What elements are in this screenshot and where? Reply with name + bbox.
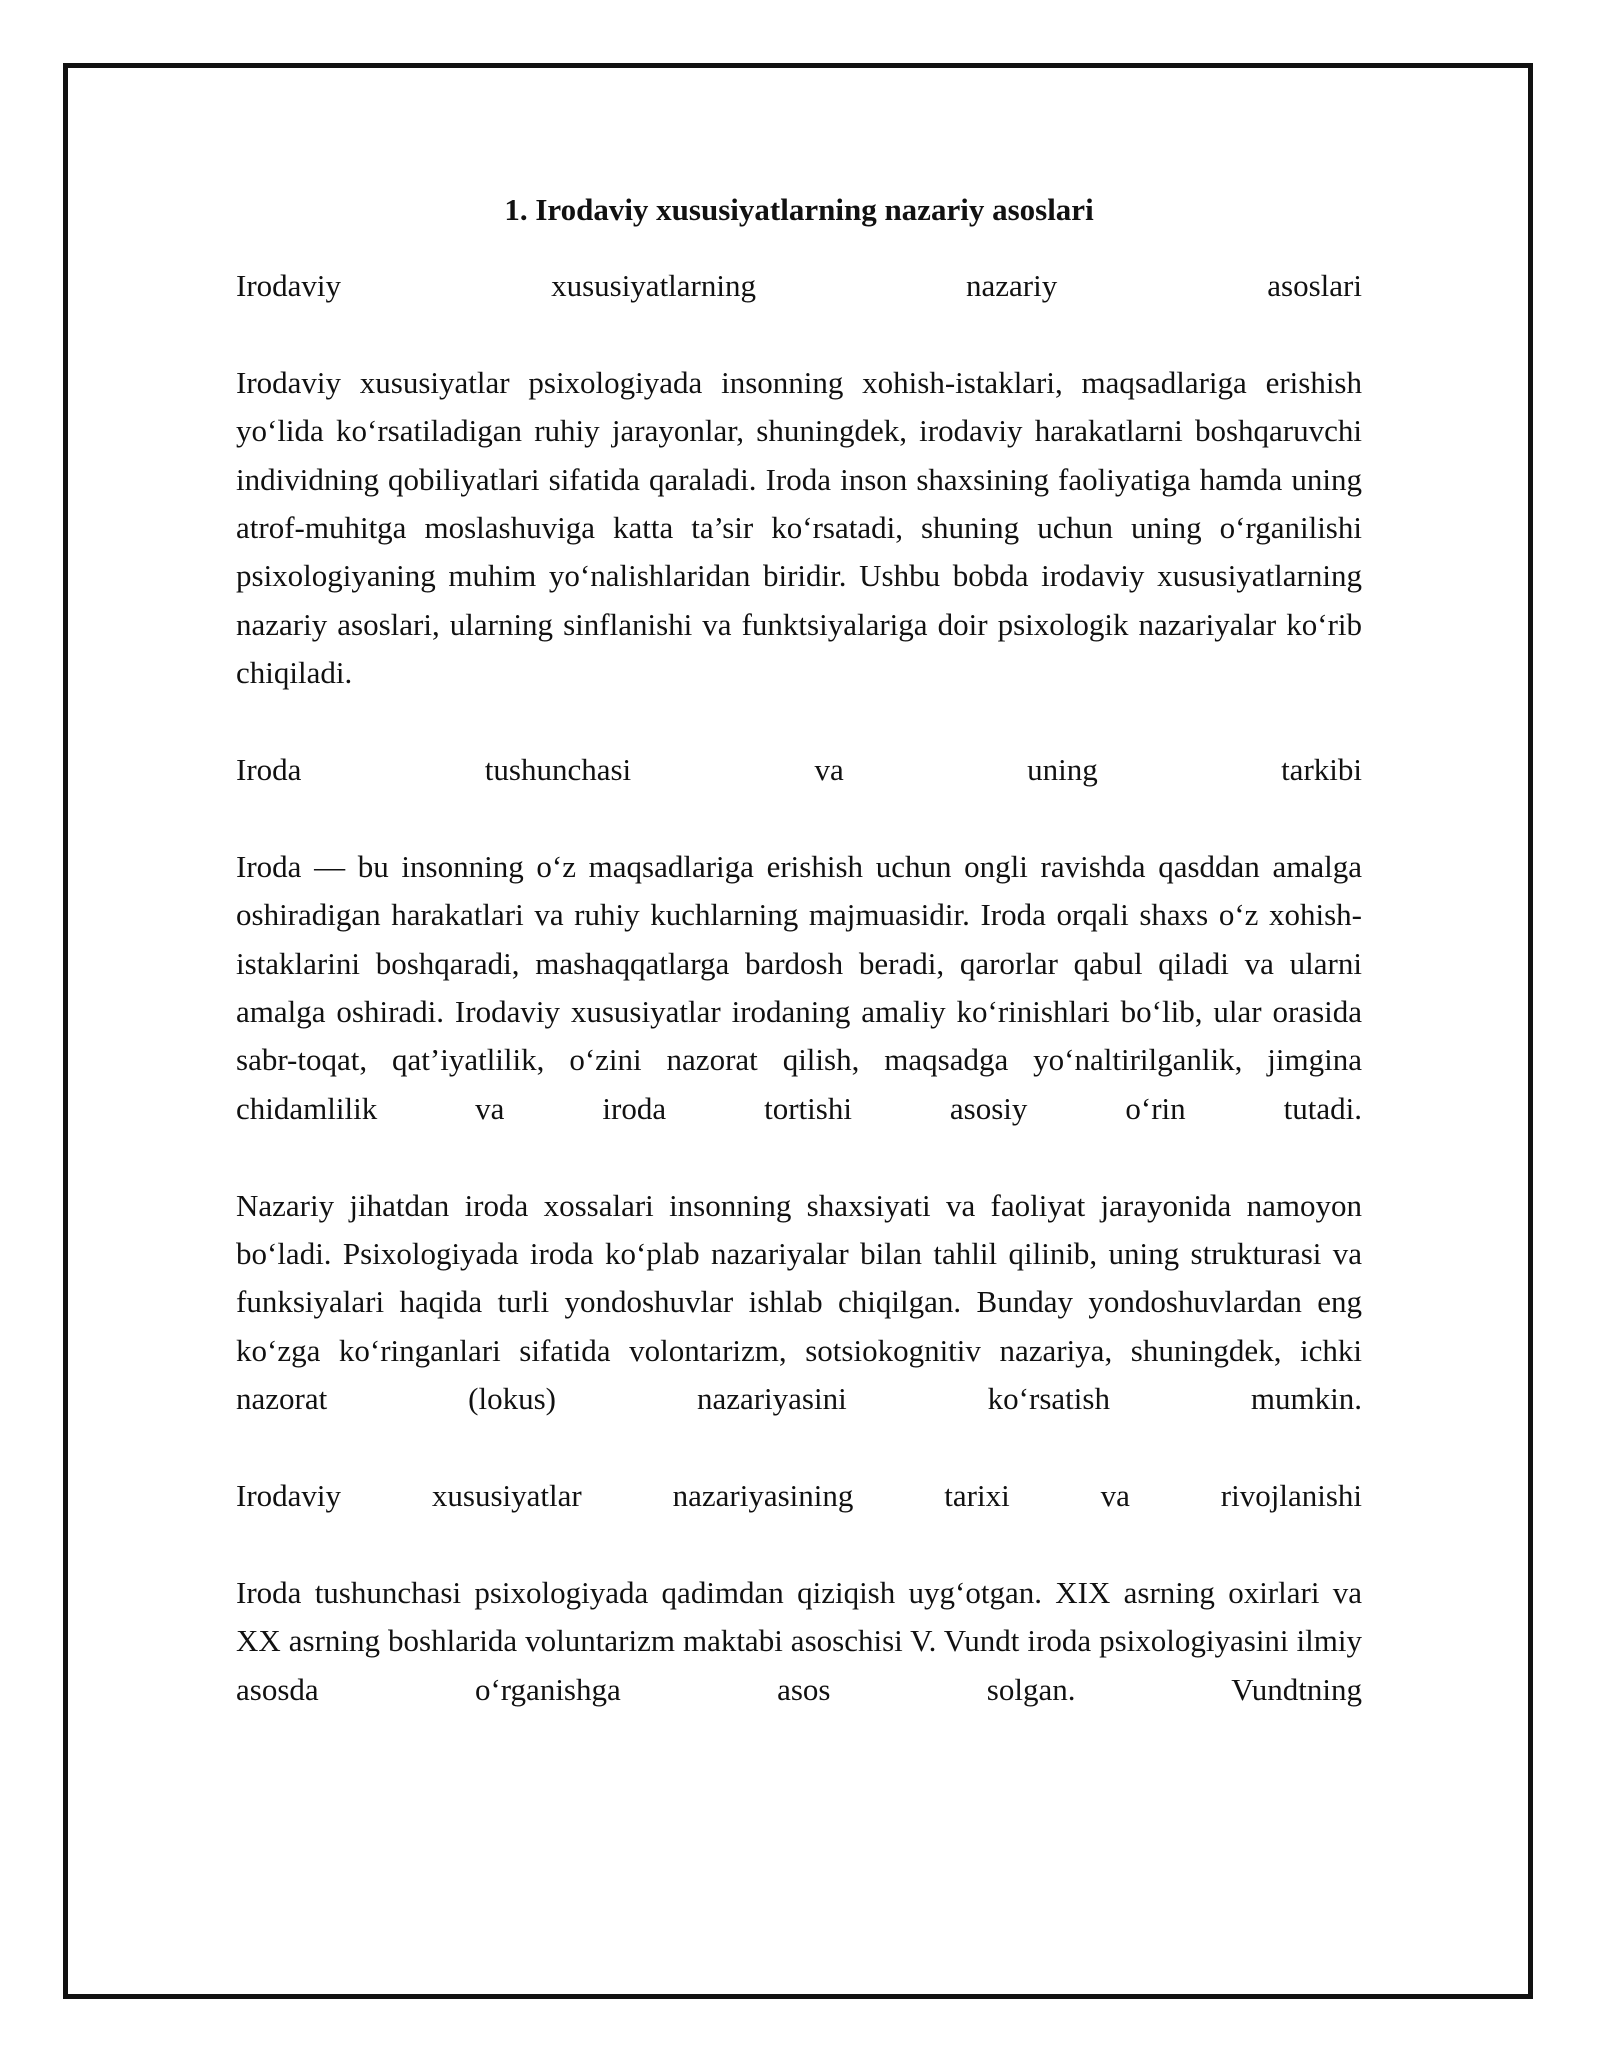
paragraph-history: Iroda tushunchasi psixologiyada qadimdan qiziqish uyg‘otgan. XIX asrning oxirlari va XX asrning boshlarida voluntarizm maktabi asoschisi V. Vundt iroda psixologiyasini ilmiy asosda o‘rganishga asos solgan. Vundtning [236, 1574, 1362, 1707]
section-heading-concept: Iroda tushunchasi va uning tarkibi [236, 752, 1362, 788]
section-heading-theory: Irodaviy xususiyatlarning nazariy asoslari [236, 268, 1362, 303]
section-heading-history: Irodaviy xususiyatlar nazariyasining tarixi va rivojlanishi [236, 1478, 1362, 1514]
paragraph-theories: Nazariy jihatdan iroda xossalari insonning shaxsiyati va faoliyat jarayonida namoyon bo‘ladi. Psixologiyada iroda ko‘plab nazariyalar bilan tahlil qilinib, uning strukturasi va funksiyalari haqida turli yondoshuvlar ishlab chiqilgan. Bunday yondoshuvlardan eng ko‘zga ko‘ringanlari sifatida volontarizm, sotsiokognitiv nazariya, shuningdek, ichki nazorat (lokus) nazariyasini ko‘rsatish mumkin. [236, 1187, 1362, 1417]
paragraph-definition: Iroda — bu insonning o‘z maqsadlariga erishish uchun ongli ravishda qasddan amalga oshiradigan harakatlari va ruhiy kuchlarning majmuasidir. Iroda orqali shaxs o‘z xohish-istaklarini boshqaradi, mashaqqatlarga bardosh beradi, qarorlar qabul qiladi va ularni amalga oshiradi. Irodaviy xususiyatlar irodaning amaliy ko‘rinishlari bo‘lib, ular orasida sabr-toqat, qat’iyatlilik, o‘zini nazorat qilish, maqsadga yo‘naltirilganlik, jimgina chidamlilik va iroda tortishi asosiy o‘rin tutadi. [236, 848, 1362, 1126]
document-body [236, 186, 1362, 1762]
document-title: 1. Irodaviy xususiyatlarning nazariy asoslari [504, 192, 1094, 227]
paragraph-intro: Irodaviy xususiyatlar psixologiyada insonning xohish-istaklari, maqsadlariga erishish yo‘lida ko‘rsatiladigan ruhiy jarayonlar, shuningdek, irodaviy harakatlarni boshqaruvchi individning qobiliyatlari sifatida qaraladi. Iroda inson shaxsining faoliyatiga hamda uning atrof-muhitga moslashuviga katta ta’sir ko‘rsatadi, shuning uchun uning o‘rganilishi psixologiyaning muhim yo‘nalishlaridan biridir. Ushbu bobda irodaviy xususiyatlarning nazariy asoslari, ularning sinflanishi va funktsiyalariga doir psixologik nazariyalar ko‘rib chiqiladi. [236, 364, 1362, 691]
